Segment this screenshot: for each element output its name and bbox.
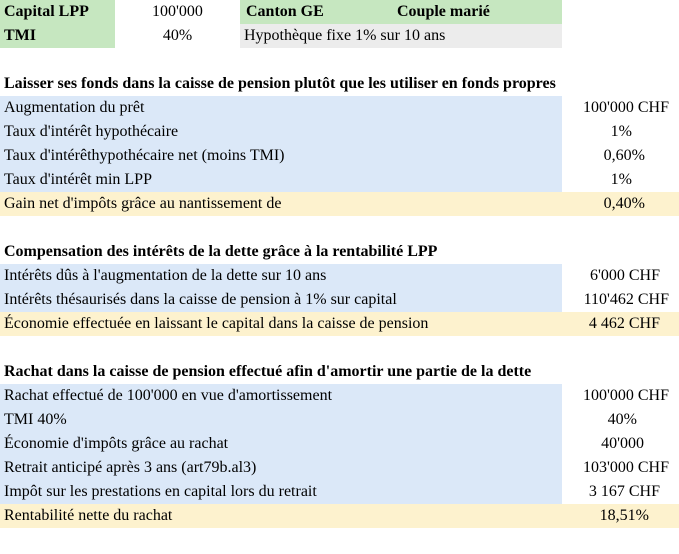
table-row-label[interactable]: Taux d'intérêthypothécaire net (moins TMI) [0,144,562,168]
table-row-label[interactable]: Intérêts dûs à l'augmentation de la dette sur 10 ans [0,264,562,288]
table-row-value[interactable]: 100'000 CHF [582,99,669,116]
table-row-value[interactable]: 1% [610,123,632,140]
table-row-label[interactable]: Augmentation du prêt [0,96,562,120]
status-label: Couple marié [397,3,490,20]
table-row-label[interactable]: TMI 40% [0,408,562,432]
tmi-label[interactable]: TMI [0,24,115,48]
table-row-value[interactable]: 0,60% [603,147,645,164]
table-row-label[interactable]: Économie d'impôts grâce au rachat [0,432,562,456]
section-2-title[interactable]: Compensation des intérêts de la dette grâce à la rentabilité LPP [4,243,438,260]
table-row-label[interactable]: Impôt sur les prestations en capital lors du retrait [0,480,562,504]
section-1-title[interactable]: Laisser ses fonds dans la caisse de pension plutôt que les utiliser en fonds propres [4,75,556,92]
table-row-label[interactable]: Intérêts thésaurisés dans la caisse de pension à 1% sur capital [0,288,562,312]
capital-value[interactable]: 100'000 [152,3,203,20]
table-row-value[interactable]: 40'000 [601,435,644,452]
capital-label[interactable]: Capital LPP [0,0,115,24]
table-row-label[interactable]: Taux d'intérêt hypothécaire [0,120,562,144]
canton-status-cell[interactable] [240,0,562,24]
table-row-value[interactable]: 110'462 CHF [583,291,669,308]
result-row-label[interactable]: Rentabilité nette du rachat [0,504,562,528]
canton-label: Canton GE [246,3,324,20]
result-row-label[interactable]: Gain net d'impôts grâce au nantissement de [0,192,562,216]
table-row-value[interactable]: 100'000 CHF [582,387,669,404]
result-row-value[interactable]: 18,51% [562,504,679,528]
table-row-value[interactable]: 6'000 CHF [589,267,660,284]
result-row-value[interactable]: 0,40% [562,192,679,216]
tmi-value[interactable]: 40% [162,27,193,44]
table-row-value[interactable]: 103'000 CHF [582,459,669,476]
table-row-label[interactable]: Rachat effectué de 100'000 en vue d'amortissement [0,384,562,408]
table-row-value[interactable]: 40% [607,411,637,428]
table-row-value[interactable]: 1% [610,171,632,188]
table-row-label[interactable]: Retrait anticipé après 3 ans (art79b.al3) [0,456,562,480]
result-row-label[interactable]: Économie effectuée en laissant le capital dans la caisse de pension [0,312,562,336]
mortgage-info[interactable]: Hypothèque fixe 1% sur 10 ans [240,24,562,48]
table-row-label[interactable]: Taux d'intérêt min LPP [0,168,562,192]
result-row-value[interactable]: 4 462 CHF [562,312,679,336]
table-row-value[interactable]: 3 167 CHF [588,483,660,500]
section-3-title[interactable]: Rachat dans la caisse de pension effectué afin d'amortir une partie de la dette [4,363,532,380]
